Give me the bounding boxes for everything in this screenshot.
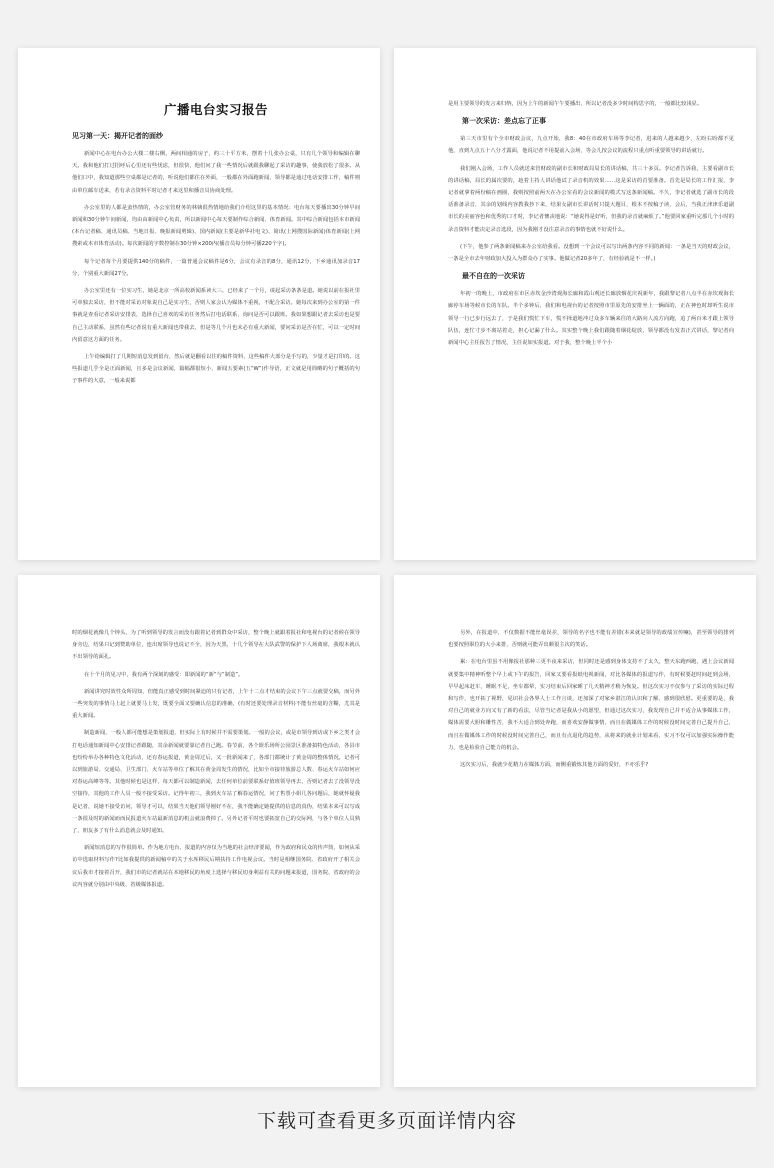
paragraph: 时的烟花就像几个钟头，为了听到领导的发言而没有跟着记者到群众中采访，整个晚上就跟着报社和电视台的记者候在领导身旁边，结果只记到赞助单位，连出席领导也说记不全，因为天黑，十几个领导在大队武警的保护下人场离席，我根本就认不出领导的面孔。 [72, 630, 360, 661]
paragraph: 这次实习后，我就少花精力在媒体方面，而侧重锻炼其他方面的爱好，不亦乐乎? [460, 762, 649, 769]
paragraph: 上午给编辑打了几期短消息发到留台，然后就是翻看以往的稿件资料，这些稿件大部分是手写的，少量才是打印的。这些报道几乎全是正面新闻，且多是会议新闻，篇幅都很短小，新闻五要素(五“W”)作导语，正文就是用简略的句子概括的句子事件的大意，一般来说都 [72, 354, 360, 385]
paragraph: 新闻短消息的写作很简单。作为地方电台，报道的内容仅为当地的社会经济要闻，作为政府和民众的传声筒，如何从采访中选取材料写作?比如我提供的新闻稿中的关于水库移民后期扶持工作电视会议。当时是相继国务院、省政府开了相关会议后我市才接着召开，我们市的记者就站在本地移民的角度上选择与移民切身利益有关的问题来报道，国务院、省政府的会议内容就分别由中央级、省级媒体报道。 [72, 845, 360, 888]
document-page-3 [18, 575, 380, 1087]
paragraph: 办公室里还有一位实习生，她是北京一所高校新闻系读大三，已经来了一个月，谈起采访条条是道。她说以前在报社里可单独去采访，但不能对采访对象说自己是实习生，否则人家会认为媒体不重视，不配合采访。她每次来到办公室的第一件事就是查看记者采访安排表，选择自己喜欢的采访任务然后打电话联系，询问是否可以跟班。我如果想跟记者去采访也是要自己主动联系，虽然有些记者说有重大新闻也带我去，但是等几个月也未必有重大新闻，要问采访是否在忙，可以一定时间内留意这方面的任务。 [72, 288, 360, 343]
document-page-2 [394, 48, 756, 560]
paragraph: 制造新闻，一般人都可能想是策划报道，但实际上有时候并不需要策划。一般的会议，或是市领导到访或下乡之类才会打电话通知新闻中心安排记者跟随，其余新闻就要靠记者自己跑。春节前，各个娱乐场所公园景区准备搞特色活动，各县市也纷纷举办各种特色文化活动，还有春运报道，黄金周过后，又一批新闻来了，各部门都统计了黄金周的整体情况，记者可以到旅游局、交通局、卫生部门、火车站等单位了解其在黄金周发生的情况，比如全市接待旅游总人数、春运火车站如何应对春运高峰等等。其他时候也是这样，每天都可以制造新闻，去任何单位前要联系好值班领导再去，否则记者去了没领导没空接待，其他的工作人员一般不接受采访。记得年初三，我到火车站了解春运情况，问了售票小姐几各问题后，她就怀疑我是记者，说她不接受访问，领导才可以，结果当天他们领导刚好不在，我不能确定她提供的信息的真伪，结果本来可以写成一条很及时的新闻而而民报道火车站最新消息的机会就浪费掉了。另外记者平时也要拓宽自己的交际网，与各个单位人员熟了，朋友多了有什么消息就会及时通知。 [72, 730, 360, 835]
paragraph: 我们刚入会场，工作人员就送来管财政的副市长和财政局局长的讲话稿，共三十多页。李记者告诉我，主要看副市长的讲话稿，局长的属次要的，趁着主持人讲话他试了录音机的效果……这是采访的首要准备。首先是局长的工作汇报，李记者就拿着两份稿在画圈，我则按照前两天在办公室看的会议新闻的模式写这条新闻稿。不久，李记者就选了副市长的段话准备录音，其余的划线内容教我抄下来，结果女副市长讲话时只提大题目，根本不按稿子读，会后，当我正津津乐道副市长的美丽容色和优秀的口才时，李记者懊丧地说：“她说得是好听，但我的录音就麻烦了。”他要回家重听完那几个小时的录音资料才能决定录音选段，因为我刚才没注意录音的事情也就不好说什么。 [448, 165, 734, 233]
paragraph: 另外，在报道中，不仅数据不能丝毫误差，领导的名字也不能有差错(本来就是领导的政绩宣传嘛)，甚至领导的排列也要按照职位的大小来排，否则就可能弄出颇很主次的笑话。 [448, 630, 734, 649]
document-title: 广播电台实习报告 [163, 103, 268, 117]
document-page-4 [394, 575, 756, 1087]
paragraph: 办公室里的人都是蛮热情的，办公室管财务的林姨很热情地给我们介绍这里的基本情况：电台每天要播出30分钟早间新闻和30分钟午间新闻，均由由新闻中心负责，所以新闻中心每天要制作综合新闻、体育新闻。其中综合新闻包括本市新闻(本台记者稿、通讯员稿、当地日报、晚报新闻剪辑)、国内新闻(主要是新华社电文)、简讯(上网搜国际新闻)体育新闻(上网搜索或本市体育活动)。每次新闻的字数控制在30分钟×200内(播音员每分钟可播220个字)。 [72, 204, 360, 248]
paragraph: 年初一的晚上，市政府在市区赤坎金沙湾观海长廊和霞山观还长廊放烟花庆祝新年，我跟黎记者八点半在赤坎观海长廊停车场等候市长的车队。半个多钟后，我们和电视台的记者按照市里原先的安排坐上一辆面的，正在神色时却听生说市领导一行已步行远去了，于是我们慌忙下车，慌不择道地冲过众多车辆来往的大路向人流方向跑，追了两百米才跟上领导队伍，连忙寸步不离站着走，担心记漏了什么。其实整个晚上我们跟随着烟花绽放，领导都没有发表正式讲话，黎记者向新闻中心主任报告了情况，主任说如实报道。对于我，整个晚上半个小 [448, 291, 734, 347]
paragraph: 第三天市里有个全市财政会议，九点开始，我8：40在市政府车场等李记者，进来的人越来越少，左盼右盼都不见他，直到九点五十八分才露面，他说记者不用提前入会场，等会儿按会议的流程只重点听重要领导的讲话就行。 [448, 136, 734, 155]
paragraph: 新闻中心在电台办公大楼二楼右侧，两间相通的房子，约三十平方米，摆着十几张办公桌，只有几个领导和编辑在聊天。我和他们打过招呼后心里还有些忧虑，但很快，他们问了我一些情况后就跟我聊起了采访的趣事，使我放松了很多。从他们口中，我知道那些空桌都是记者的，听说他们都住在外面，一般都在外面跑新闻，领导都是通过电话安排工作，稿件则由单位邮车送来，若有录音资料平时记者才来这里和播音员协商处理。 [72, 151, 360, 194]
paragraph: 是用主要领导的发言来归纳，因为上午的新闻午午要播出，所以记者没多少时间构思字的，一般都比较浅显。 [448, 101, 703, 107]
paragraph: 新闻讲究时效性众所周知，但能真正感受到时间紧迫的只有记者，上午十二点才结束的会议下午三点就要交稿，而另外一些突发的事情马上赶上就要马上发，既要全面又要确认信息的准确，(有时还要处理录音材料)不能有丝毫的含糊，尤其是重大新闻。 [72, 688, 360, 720]
paragraph: (下午，他参了两条新闻稿来办公室给我看。没想到一个会议可以写出两条内容不同的新闻：一条是当天的财政会议，一条是全市去年财政加大投入为群众办了实事。他做记者20多年了，有经验就是不一样。) [448, 243, 734, 263]
download-more-caption: 下载可查看更多页面详情内容 [256, 1110, 517, 1132]
paragraph: 在十个月的见习中，我有两个深刻的感受：即新闻的“新”与“制造”。 [84, 671, 244, 678]
paragraph: 每个记者每个月要提供140分的稿件，一篇普通会议稿件是6分，会议有录音的8分，通讯12分，下乡通讯加录音17分，个别重大新闻27分。 [72, 258, 360, 277]
paragraph: 累：在电台里虽不用像报社那种三更半夜来采访，但同时还是感到身体支持不了太久，整天东跑西跑，遇上会议新闻就要集中精神听整个早上或下午的报告，回家又要看报纸电视新闻，对比各媒体的报道写作，有时候要赶时间赶到会场，早早起床赶车，睡眠不足，坐车都晕，实习结束后回家睡了几天精神才稍为恢复。但这次实习不仅参与了采访的实际过程和写作，也开拓了视野，见识社会各界人士工作言谈，还加深了对家乡湛江的认识和了解，感到很欣慰。更重要的是，我对自己的就业方向又有了新的看法，尽管当记者是我从小的愿望，但通过这次实习，我发现自己并不适合从事媒体工作，媒体需要大胆和雕性苦，我不大适合到处奔跑，而喜欢安静做事情，而且在做媒体工作的时候没时间完善自己提升自己，而且在做媒体工作的时候没时间完善自己，而且有点退化的趋势，从将来的就业计划来看，实习不仅可以加强实际操作能力，也是检验自己能力的机会。 [448, 659, 734, 751]
document-page-1 [18, 48, 380, 560]
section-heading: 见习第一天：揭开记者的面纱 [72, 132, 163, 140]
section-heading: 最不自在的一次采访 [462, 272, 525, 281]
section-heading: 第一次采访：差点忘了正事 [462, 117, 546, 126]
